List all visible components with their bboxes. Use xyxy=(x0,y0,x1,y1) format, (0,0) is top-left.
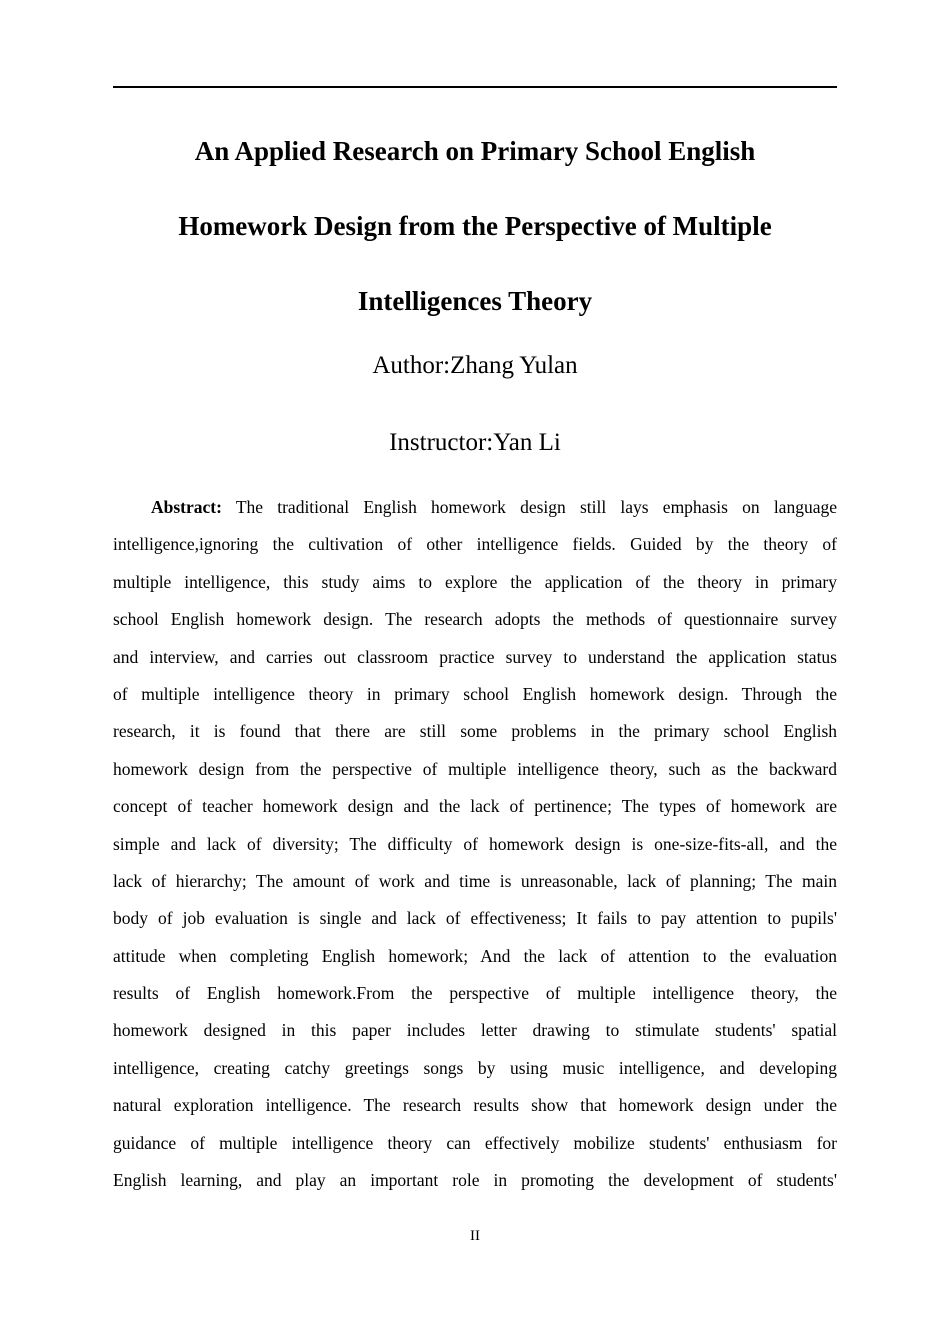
abstract-line: homework designed in this paper includes letter drawing to stimulate students' spatial xyxy=(113,1020,837,1041)
abstract-line: body of job evaluation is single and lack of effectiveness; It fails to pay attention to pupils' xyxy=(113,908,837,929)
abstract-line: lack of hierarchy; The amount of work and time is unreasonable, lack of planning; The main xyxy=(113,870,837,891)
abstract-paragraph xyxy=(113,489,837,1199)
abstract-line: English learning, and play an important role in promoting the development of students' xyxy=(113,1170,837,1191)
abstract-line: homework design from the perspective of multiple intelligence theory, such as the backward xyxy=(113,758,837,779)
paper-title xyxy=(113,114,837,339)
abstract-line: natural exploration intelligence. The research results show that homework design under the xyxy=(113,1095,837,1116)
abstract-line-text: The traditional English homework design still lays emphasis on language xyxy=(221,497,837,517)
abstract-line: multiple intelligence, this study aims to explore the application of the theory in primary xyxy=(113,571,837,592)
abstract-line: results of English homework.From the perspective of multiple intelligence theory, the xyxy=(113,983,837,1004)
title-line: An Applied Research on Primary School English xyxy=(194,136,756,166)
instructor-line: Instructor:Yan Li xyxy=(389,429,561,456)
abstract-line: attitude when completing English homework; And the lack of attention to the evaluation xyxy=(113,945,837,966)
header-rule xyxy=(113,86,837,88)
abstract-line: guidance of multiple intelligence theory can effectively mobilize students' enthusiasm for xyxy=(113,1132,837,1153)
abstract-line: intelligence,ignoring the cultivation of other intelligence fields. Guided by the theory of xyxy=(113,534,837,555)
abstract-line: intelligence, creating catchy greetings songs by using music intelligence, and developing xyxy=(113,1057,837,1078)
page-number: II xyxy=(470,1228,480,1244)
abstract-line: concept of teacher homework design and the lack of pertinence; The types of homework are xyxy=(113,796,837,817)
abstract-line: of multiple intelligence theory in primary school English homework design. Through the xyxy=(113,683,837,704)
abstract-line: research, it is found that there are still some problems in the primary school English xyxy=(113,721,837,742)
author-line: Author:Zhang Yulan xyxy=(372,352,578,379)
abstract-label: Abstract: xyxy=(151,497,222,517)
title-line: Intelligences Theory xyxy=(357,286,593,316)
abstract-line: and interview, and carries out classroom practice survey to understand the application status xyxy=(113,646,837,667)
abstract-line xyxy=(113,489,837,526)
abstract-line: simple and lack of diversity; The difficulty of homework design is one-size-fits-all, and the xyxy=(113,833,837,854)
abstract-line: school English homework design. The research adopts the methods of questionnaire survey xyxy=(113,609,837,630)
title-line: Homework Design from the Perspective of Multiple xyxy=(178,211,772,241)
